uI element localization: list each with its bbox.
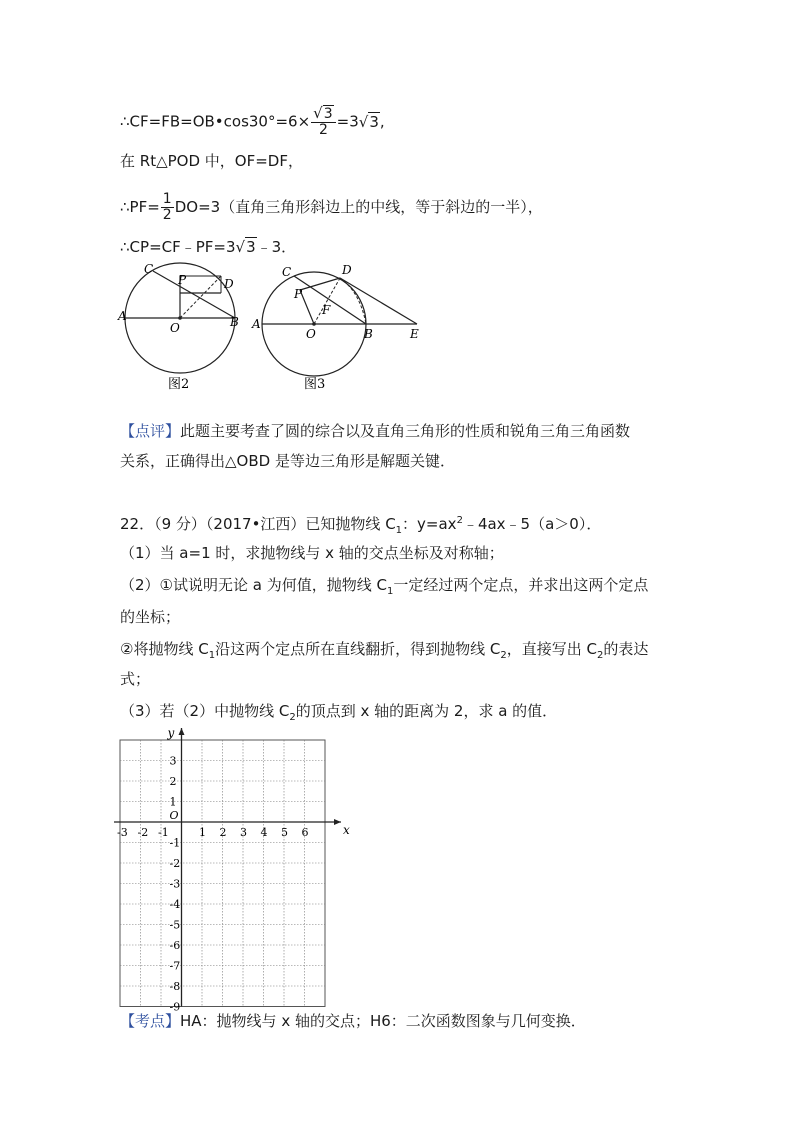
sqrt-3: √3 <box>358 112 379 131</box>
label-C: C <box>144 262 154 276</box>
fraction-one-half: $\frac{1}{2}$ <box>162 191 172 223</box>
y-tick-label: 2 <box>169 775 177 788</box>
label-P: P <box>294 287 303 301</box>
y-tick-label: -3 <box>169 877 181 891</box>
solution-line-1: ∴CF=FB=OB•cos30°=6× $\frac{√3}{2}$ =3√3, <box>120 104 385 138</box>
label-C: C <box>282 265 292 279</box>
label-O: O <box>170 321 180 335</box>
x-axis-arrow <box>334 819 341 825</box>
label-F: F <box>322 303 331 317</box>
x-tick-label: 5 <box>281 826 288 839</box>
sqrt-3: √3 <box>235 238 256 256</box>
y-tick-label: -2 <box>169 857 181 870</box>
fraction-sqrt3-over-2: $\frac{√3}{2}$ <box>311 106 335 138</box>
question-2-part-2-cont: 式； <box>120 670 151 688</box>
question-3: （3）若（2）中抛物线 $C_2$的顶点到 x 轴的距离为 2，求 a 的值． <box>120 702 558 723</box>
review-line-2: 关系，正确得出△OBD 是等边三角形是解题关键． <box>120 452 455 470</box>
x-tick-label: 3 <box>240 826 247 839</box>
question-2-part-2: ②将抛物线 $C_1$沿这两个定点所在直线翻折，得到抛物线 $C_2$，直接写出 $C_2$的表达 <box>120 640 649 661</box>
y-tick-label: 1 <box>169 795 177 809</box>
kaodian-line: 【考点】HA：抛物线与 x 轴的交点；H6：二次函数图象与几何变换． <box>120 1012 586 1030</box>
label-D: D <box>342 263 352 277</box>
solution-line-3: ∴PF= $\frac{1}{2}$ DO=3（直角三角形斜边上的中线，等于斜边的一半）， <box>120 191 543 223</box>
label-A: A <box>118 309 127 323</box>
problem-22-header: 22．（9 分）（2017•江西）已知抛物线 $C_1$：$y=ax^2﹣4ax﹣5(a>0)$． <box>120 515 602 536</box>
label-D: D <box>224 277 234 291</box>
x-tick-label: 4 <box>260 826 268 839</box>
x-tick-label: -2 <box>137 826 149 839</box>
figure-2-caption: 图2 <box>168 377 190 392</box>
y-tick-label: -7 <box>169 959 181 973</box>
label-B: B <box>364 327 373 341</box>
kaodian-tag: 【考点】 <box>120 1012 181 1030</box>
y-tick-label: 3 <box>169 754 177 768</box>
x-tick-label: -3 <box>117 826 128 839</box>
x-tick-label: 1 <box>199 826 206 839</box>
question-2-part-1-cont: 的坐标； <box>120 608 181 626</box>
question-1: （1）当 a=1 时，求抛物线与 x 轴的交点坐标及对称轴； <box>120 544 504 562</box>
question-2-part-1: （2）①试说明无论 a 为何值，抛物线 $C_1$一定经过两个定点，并求出这两个定点 <box>120 576 649 597</box>
label-A: A <box>252 317 261 331</box>
y-axis-label: y <box>167 726 175 740</box>
y-tick-label: -1 <box>169 836 181 850</box>
figure-2 <box>118 262 258 392</box>
label-P: P <box>178 273 187 287</box>
solution-line-2: 在 Rt△POD 中，OF=DF， <box>120 152 303 170</box>
y-tick-label: -6 <box>169 939 181 952</box>
label-O: O <box>306 327 316 341</box>
x-tick-label: 2 <box>219 826 227 839</box>
label-E: E <box>410 327 419 341</box>
figure-3 <box>252 262 432 394</box>
figure-3-caption: 图3 <box>304 377 326 392</box>
y-tick-label: -9 <box>169 1000 181 1014</box>
y-tick-label: -4 <box>169 898 181 911</box>
review-tag: 【点评】 <box>120 422 181 440</box>
coordinate-grid <box>112 726 352 1014</box>
label-B: B <box>230 315 239 329</box>
x-tick-label: -1 <box>158 826 169 839</box>
y-axis-arrow <box>179 728 185 735</box>
review-line-1: 【点评】此题主要考查了圆的综合以及直角三角形的性质和锐角三角三角函数 <box>120 422 631 440</box>
solution-line-4: ∴CP=CF﹣PF=3√3﹣3． <box>120 238 297 256</box>
x-axis-label: x <box>343 823 350 837</box>
x-tick-label: 6 <box>301 826 309 839</box>
origin-label: O <box>169 809 179 822</box>
y-tick-label: -8 <box>169 980 181 993</box>
y-tick-label: -5 <box>169 918 181 932</box>
